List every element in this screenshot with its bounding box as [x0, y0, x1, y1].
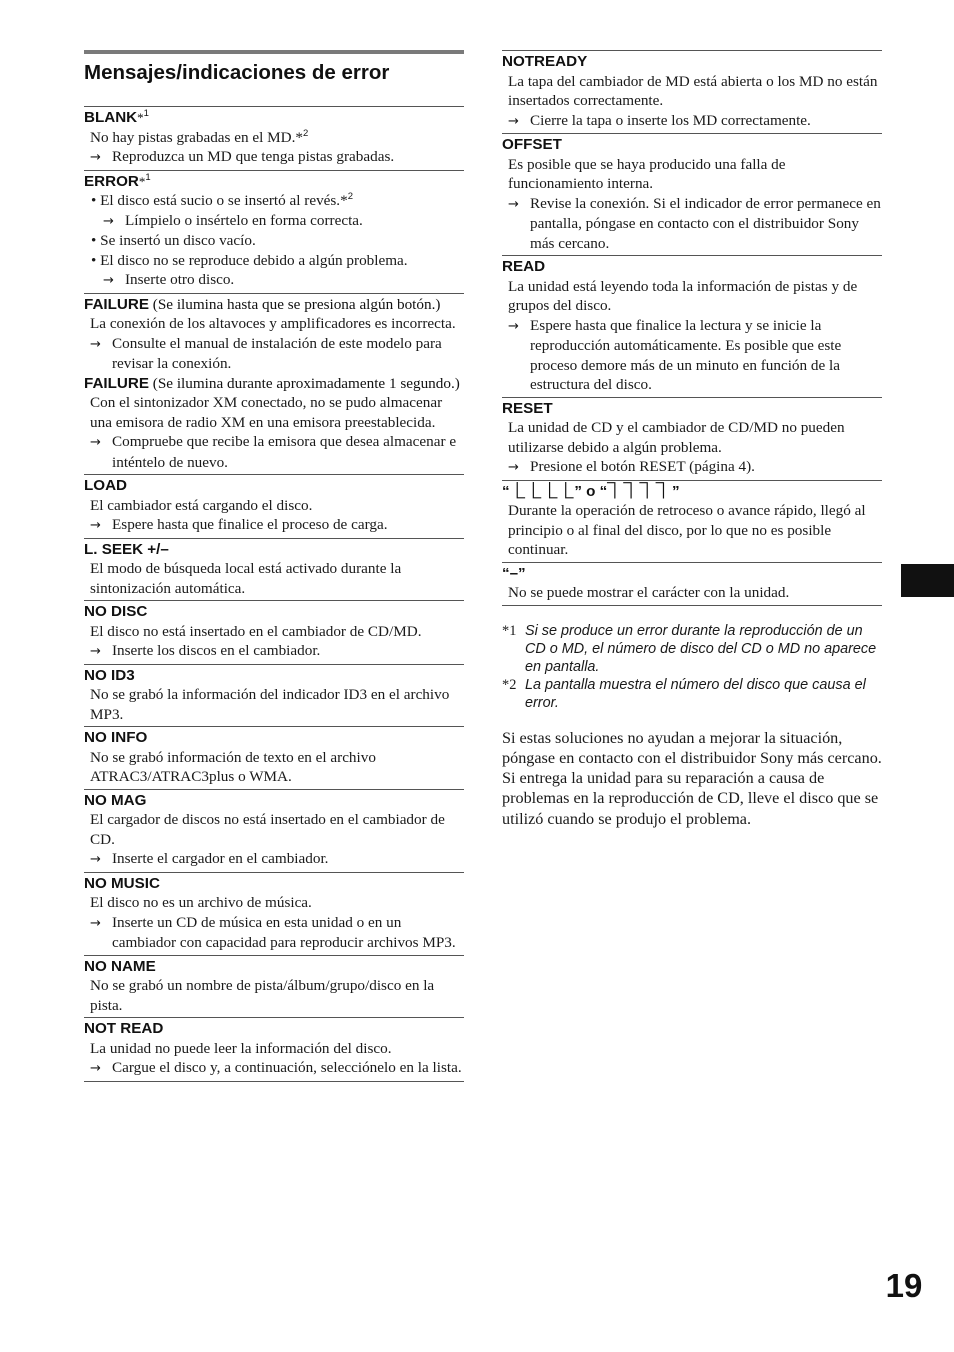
entry-read — [502, 256, 882, 398]
entry-label: FAILURE — [84, 374, 149, 392]
arrow-icon: → — [90, 518, 101, 533]
entry-failure-1 — [84, 294, 464, 476]
quote-close: ” — [672, 482, 680, 500]
entry-text: El cargador de discos no está insertado en el cambiador de CD. — [90, 811, 445, 848]
entry-list — [502, 50, 882, 606]
arrow-icon: → — [90, 852, 101, 867]
closing-paragraph: Si estas soluciones no ayudan a mejorar la situación, póngase en contacto con el distribuidor Sony más cercano. — [502, 728, 882, 767]
entry-text: El disco no es un archivo de música. — [90, 894, 312, 911]
arrow-icon: → — [90, 644, 101, 659]
footnote — [502, 622, 882, 676]
entry-label: NO INFO — [84, 729, 148, 746]
entry-bullet: Se insertó un disco vacío. — [100, 232, 256, 249]
footnotes — [502, 622, 882, 712]
arrow-icon: → — [90, 435, 101, 450]
entry-note: (Se ilumina hasta que se presiona algún botón.) — [148, 295, 441, 313]
entry-notready — [502, 51, 882, 134]
segment-or: ” o “ — [574, 482, 608, 500]
entry-blank: BLANK*$^1$ No hay pistas grabadas en el MD.*$^2$ → Reproduzca un MD que tenga pistas grabadas. — [84, 107, 464, 171]
arrow-icon: → — [508, 113, 519, 129]
arrow-icon: → — [508, 460, 519, 475]
entry-action: Cierre la tapa o inserte los MD correctamente. — [530, 111, 811, 129]
entry-label: FAILURE — [84, 295, 149, 313]
entry-label: NO ID3 — [84, 666, 135, 684]
footnote — [502, 676, 882, 712]
entry-text: La unidad está leyendo toda la información de pistas y de grupos del disco. — [508, 277, 858, 314]
page-number: 19 — [885, 1267, 923, 1304]
section-tab — [901, 564, 954, 597]
entry-label: NO MUSIC — [84, 874, 160, 892]
entry-no-music — [84, 873, 464, 956]
entry-label: NOT READ — [84, 1020, 164, 1037]
entry-l-seek — [84, 539, 464, 602]
entry-action: Espere hasta que finalice el proceso de carga. — [112, 516, 388, 533]
entry-reset — [502, 398, 882, 481]
entry-bullet: El disco está sucio o se insertó al revés. — [100, 192, 341, 209]
entry-action: Espere hasta que finalice la lectura y se inicie la reproducción automáticamente. Es posible que este proceso demore más de un minuto en función de la estructura del disco. — [530, 316, 842, 393]
entry-text: El disco no está insertado en el cambiador de CD/MD. — [90, 622, 422, 640]
entry-text: La tapa del cambiador de MD está abierta o los MD no están insertados correctamente. — [508, 72, 878, 109]
entry-action: Límpielo o insértelo en forma correcta. — [125, 211, 363, 229]
entry-action: Compruebe que recibe la emisora que desea almacenar e inténtelo de nuevo. — [112, 433, 457, 471]
entry-action: Inserte otro disco. — [125, 271, 235, 288]
closing-paragraph: Si entrega la unidad para su reparación a causa de problemas en la reproducción de CD, lleve el disco que se utilizó cuando se produjo el problema. — [502, 769, 879, 828]
entry-text: No se grabó información de texto en el archivo ATRAC3/ATRAC3plus o WMA. — [90, 748, 376, 785]
entry-text: La unidad no puede leer la información del disco. — [90, 1039, 392, 1057]
entry-action: Revise la conexión. Si el indicador de error permanece en pantalla, póngase en contacto con el distribuidor Sony más cercano. — [530, 194, 881, 252]
entry-no-disc — [84, 601, 464, 665]
segment-bottom-icon: ⎿⎿⎿⎿ — [509, 481, 575, 500]
entry-note: (Se ilumina durante aproximadamente 1 segundo.) — [148, 374, 460, 392]
entry-no-name — [84, 956, 464, 1019]
entry-action: Inserte el cargador en el cambiador. — [112, 850, 329, 867]
entry-no-info — [84, 727, 464, 790]
footnote-ref: 1 — [145, 171, 151, 183]
entry-dash — [502, 563, 882, 606]
footnote-ref: 2 — [347, 190, 353, 202]
arrow-icon: → — [90, 150, 101, 165]
entry-text: La conexión de los altavoces y amplificadores es incorrecta. — [90, 315, 456, 332]
entry-load — [84, 475, 464, 539]
right-column — [502, 50, 882, 829]
entry-text: No hay pistas grabadas en el MD. — [90, 128, 296, 146]
entry-label: NOTREADY — [502, 53, 588, 70]
arrow-icon: → — [90, 915, 101, 931]
entry-segment-display — [502, 481, 882, 563]
entry-label: NO NAME — [84, 957, 156, 975]
entry-action: Inserte los discos en el cambiador. — [112, 642, 321, 659]
page-title: Mensajes/indicaciones de error — [84, 61, 390, 84]
left-column — [84, 50, 464, 1082]
arrow-icon: → — [90, 336, 101, 352]
entry-label: READ — [502, 258, 546, 275]
footnote-text: Si se produce un error durante la reproducción de un CD o MD, el número de disco del CD o MD no aparece en pantalla. — [525, 622, 877, 675]
entry-label: ERROR — [84, 172, 139, 190]
arrow-icon: → — [103, 213, 114, 229]
closing-text — [502, 728, 882, 829]
entry-text: No se grabó un nombre de pista/álbum/grupo/disco en la pista. — [90, 977, 435, 1014]
entry-label: BLANK — [84, 109, 138, 126]
footnote-mark: *1 — [502, 622, 517, 639]
entry-text: La unidad de CD y el cambiador de CD/MD no pueden utilizarse debido a algún problema. — [508, 419, 845, 456]
entry-action: Consulte el manual de instalación de este modelo para revisar la conexión. — [112, 334, 442, 372]
entry-list — [84, 106, 464, 1082]
quote-open: “ — [502, 482, 510, 500]
entry-action: Presione el botón RESET (página 4). — [530, 458, 755, 475]
entry-not-read — [84, 1018, 464, 1082]
entry-action: Reproduzca un MD que tenga pistas grabadas. — [112, 148, 395, 165]
arrow-icon: → — [103, 273, 114, 288]
entry-no-mag — [84, 790, 464, 873]
entry-label: OFFSET — [502, 136, 562, 153]
entry-text: Es posible que se haya producido una falla de funcionamiento interna. — [508, 155, 786, 192]
segment-top-icon: ⏋⏋⏋⏋ — [607, 481, 672, 500]
arrow-icon: → — [90, 1061, 101, 1076]
entry-label: NO MAG — [84, 791, 147, 809]
entry-offset — [502, 134, 882, 256]
entry-label: LOAD — [84, 477, 128, 494]
arrow-icon: → — [508, 318, 519, 334]
entry-no-id3 — [84, 665, 464, 728]
entry-text: No se puede mostrar el carácter con la unidad. — [508, 584, 790, 601]
arrow-icon: → — [508, 196, 519, 212]
entry-text: El cambiador está cargando el disco. — [90, 496, 313, 514]
footnote-ref: 1 — [143, 107, 149, 119]
entry-action: Cargue el disco y, a continuación, selecciónelo en la lista. — [112, 1059, 462, 1076]
footnote-mark: *2 — [502, 676, 517, 693]
footnote-text: La pantalla muestra el número del disco que causa el error. — [525, 676, 866, 711]
entry-label: “–” — [502, 564, 526, 582]
footnote-ref: 2 — [303, 127, 309, 139]
entry-bullet: El disco no se reproduce debido a algún problema. — [100, 251, 408, 269]
entry-text: No se grabó la información del indicador ID3 en el archivo MP3. — [90, 686, 450, 723]
entry-text: El modo de búsqueda local está activado durante la sintonización automática. — [90, 560, 402, 597]
entry-action: Inserte un CD de música en esta unidad o en un cambiador con capacidad para reproducir archivos MP3. — [112, 913, 456, 951]
title-rule — [84, 50, 464, 54]
entry-label: NO DISC — [84, 603, 148, 620]
entry-error: ERROR*$^1$ • El disco está sucio o se insertó al revés.*$^2$ → Límpielo o insértelo en forma correcta. • Se insertó un disco vacío. • El disco no se reproduce debido a algún problema. → Inserte otro disco. — [84, 171, 464, 294]
entry-text: Con el sintonizador XM conectado, no se pudo almacenar una emisora de radio XM en una emisora preestablecida. — [90, 394, 443, 431]
entry-label: RESET — [502, 399, 553, 417]
entry-text: Durante la operación de retroceso o avance rápido, llegó al principio o al final del disco, por lo que no es posible continuar. — [508, 502, 866, 558]
entry-label: L. SEEK +/– — [84, 540, 169, 558]
